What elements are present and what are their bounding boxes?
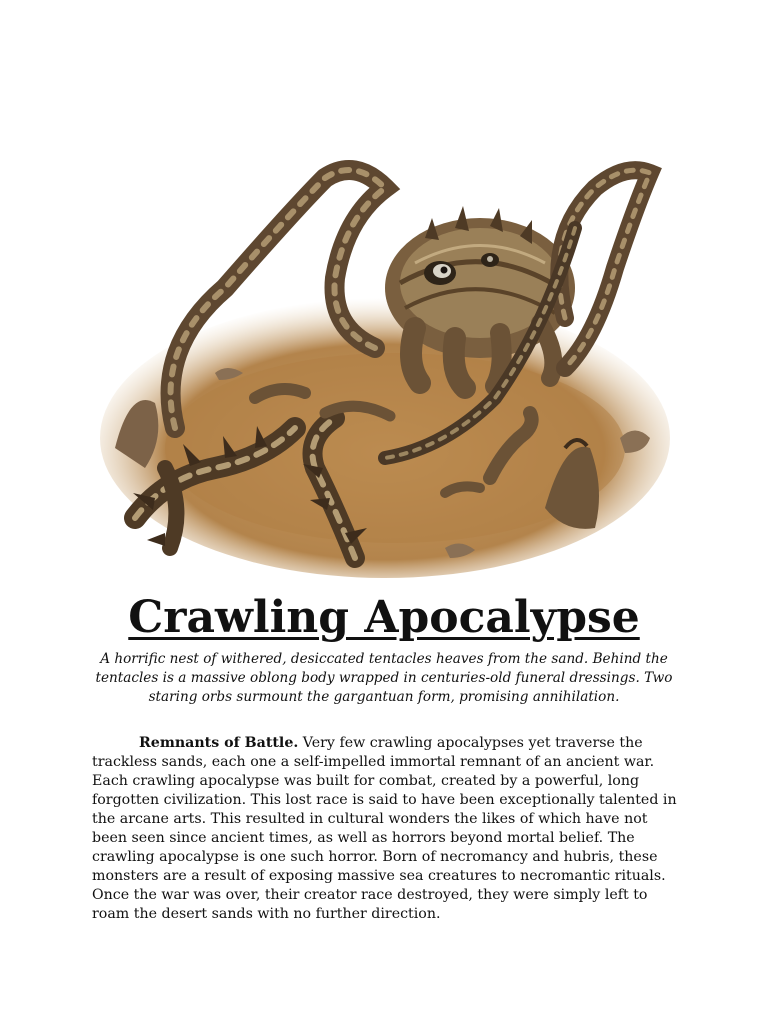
- flavor-text: A horrific nest of withered, desiccated tentacles heaves from the sand. Behind the tentacles is a massive oblong body wrapped in centuries-old funeral dressings. Two staring orbs surmount the gargantuan form, promising annihilation.: [95, 651, 673, 705]
- section-paragraph: [92, 734, 682, 924]
- creature-illustration: [95, 148, 675, 580]
- page-title: Crawling Apocalypse: [128, 592, 640, 643]
- section-text: Very few crawling apocalypses yet traverse the trackless sands, each one a self-impelled immortal remnant of an ancient war. Each crawling apocalypse was built for combat, created by a powerful, long forgotten civilization. This lost race is said to have been exceptionally talented in the arcane arts. This resulted in cultural wonders the likes of which have not been seen since ancient times, as well as horrors beyond mortal belief. The crawling apocalypse is one such horror. Born of necromancy and hubris, these monsters are a result of exposing massive sea creatures to necromantic rituals. Once the war was over, their creator race destroyed, they were simply left to roam the desert sands with no further direction.: [92, 735, 677, 922]
- section-heading: Remnants of Battle.: [139, 735, 299, 751]
